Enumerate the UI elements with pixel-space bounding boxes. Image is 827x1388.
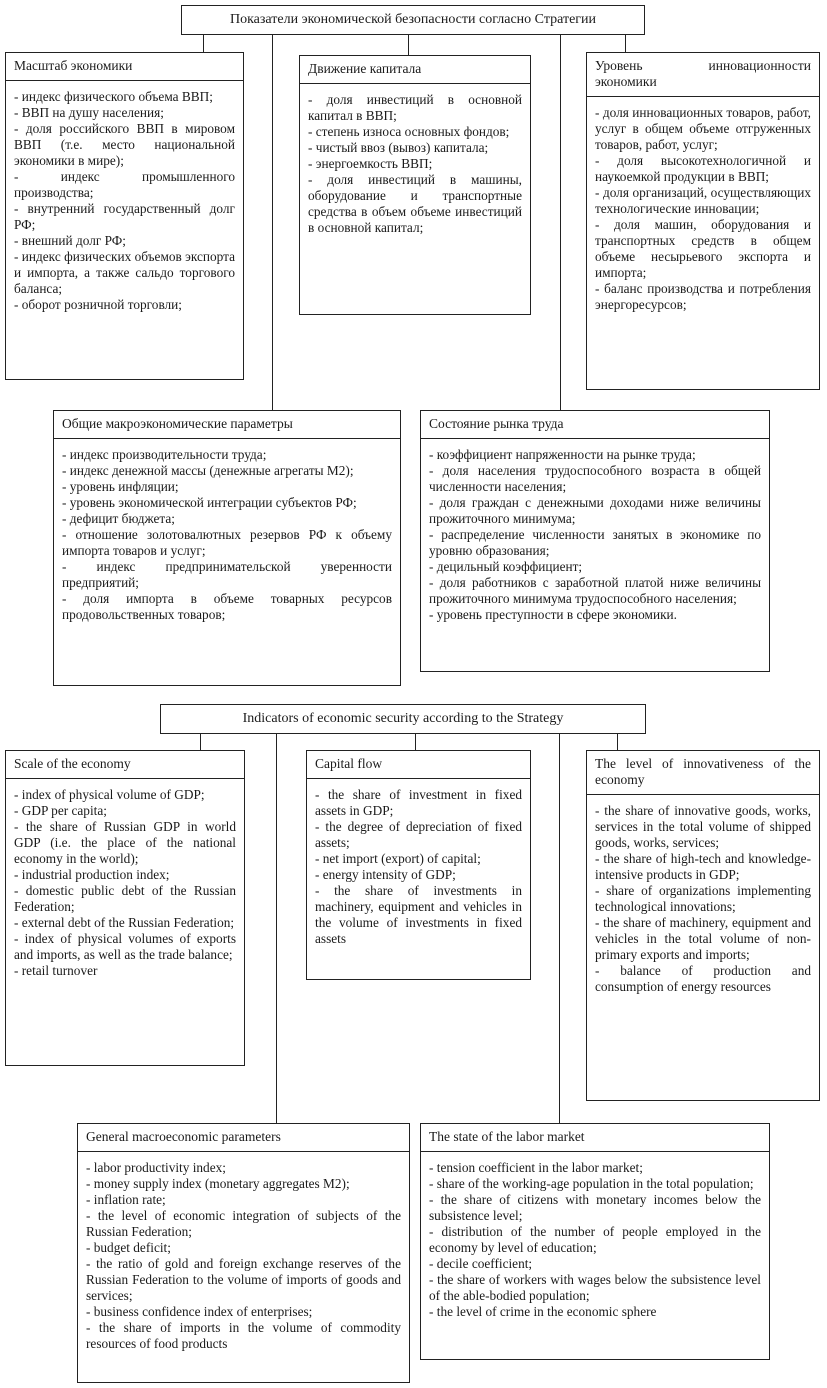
box-header: Движение капитала — [300, 56, 530, 84]
indicator-list — [307, 779, 530, 951]
indicator-item: - the level of crime in the economic sphere — [429, 1304, 657, 1319]
indicator-item: - labor productivity index; — [86, 1160, 226, 1175]
indicator-item: - доля инвестиций в машины, оборудование и транспортные средства в объем объеме инвестиций в основной капитал; — [308, 172, 522, 235]
indicator-item: - domestic public debt of the Russian Federation; — [14, 883, 236, 914]
box-header: Масштаб экономики — [6, 53, 243, 81]
indicator-list — [54, 439, 400, 627]
indicator-item: - index of physical volumes of exports and imports, as well as the trade balance; — [14, 931, 236, 962]
indicator-item: - индекс производительности труда; — [62, 447, 267, 462]
indicator-item: - the share of Russian GDP in world GDP (i.e. the place of the national economy in the world); — [14, 819, 236, 866]
indicator-item: - уровень инфляции; — [62, 479, 179, 494]
indicator-item: - balance of production and consumption of energy resources — [595, 963, 811, 994]
indicator-item: - the degree of depreciation of fixed assets; — [315, 819, 522, 850]
connector — [560, 34, 561, 411]
indicator-list — [587, 97, 819, 317]
ru-box-scale — [5, 52, 244, 380]
indicator-item: - distribution of the number of people employed in the economy by level of education; — [429, 1224, 761, 1255]
en-diagram-title: Indicators of economic security according to the Strategy — [160, 704, 646, 734]
box-header: Уровень инновационности экономики — [587, 53, 819, 97]
indicator-item: - доля высокотехнологичной и наукоемкой продукции в ВВП; — [595, 153, 811, 184]
indicator-item: - доля российского ВВП в мировом ВВП (т.е. место национальной экономики в мире); — [14, 121, 235, 168]
indicator-list — [421, 1152, 769, 1324]
indicator-item: - the share of machinery, equipment and vehicles in the total volume of non-primary exports and imports; — [595, 915, 811, 962]
indicator-item: - внешний долг РФ; — [14, 233, 126, 248]
indicator-item: - индекс предпринимательской уверенности предприятий; — [62, 559, 392, 590]
indicator-item: - the share of citizens with monetary incomes below the subsistence level; — [429, 1192, 761, 1223]
indicator-item: - доля населения трудоспособного возраста в общей численности населения; — [429, 463, 761, 494]
ru-box-capital — [299, 55, 531, 315]
en-box-labor — [420, 1123, 770, 1360]
indicator-item: - budget deficit; — [86, 1240, 171, 1255]
indicator-item: - external debt of the Russian Federation; — [14, 915, 235, 930]
indicator-item: - tension coefficient in the labor market; — [429, 1160, 643, 1175]
connector — [617, 733, 618, 751]
indicator-item: - энергоемкость ВВП; — [308, 156, 433, 171]
indicator-item: - retail turnover — [14, 963, 98, 978]
indicator-list — [421, 439, 769, 627]
indicator-item: - отношение золотовалютных резервов РФ к объему импорта товаров и услуг; — [62, 527, 392, 558]
indicator-item: - the share of investment in fixed assets in GDP; — [315, 787, 522, 818]
indicator-list — [587, 795, 819, 999]
indicator-item: - индекс физических объемов экспорта и импорта, а также сальдо торгового баланса; — [14, 249, 235, 296]
indicator-list — [6, 81, 243, 317]
indicator-item: - net import (export) of capital; — [315, 851, 481, 866]
indicator-item: - внутренний государственный долг РФ; — [14, 201, 235, 232]
indicator-item: - доля организаций, осуществляющих технологические инновации; — [595, 185, 811, 216]
ru-box-macro — [53, 410, 401, 686]
indicator-item: - индекс физического объема ВВП; — [14, 89, 213, 104]
indicator-item: - доля инвестиций в основной капитал в ВВП; — [308, 92, 522, 123]
en-box-scale — [5, 750, 245, 1066]
indicator-item: - the ratio of gold and foreign exchange reserves of the Russian Federation to the volume of imports of goods and services; — [86, 1256, 401, 1303]
connector — [408, 34, 409, 56]
indicator-list — [6, 779, 244, 983]
box-header: Общие макроэкономические параметры — [54, 411, 400, 439]
indicator-item: - индекс промышленного производства; — [14, 169, 235, 200]
ru-diagram-title: Показатели экономической безопасности согласно Стратегии — [181, 5, 645, 35]
indicator-item: - баланс производства и потребления энергоресурсов; — [595, 281, 811, 312]
box-header: Capital flow — [307, 751, 530, 779]
box-header: General macroeconomic parameters — [78, 1124, 409, 1152]
connector — [559, 733, 560, 1124]
box-header: Состояние рынка труда — [421, 411, 769, 439]
indicator-item: - доля работников с заработной платой ниже величины прожиточного минимума трудоспособного населения; — [429, 575, 761, 606]
en-box-innovation — [586, 750, 820, 1101]
connector — [200, 733, 201, 751]
indicator-item: - оборот розничной торговли; — [14, 297, 182, 312]
ru-box-labor — [420, 410, 770, 672]
connector — [415, 733, 416, 751]
indicator-list — [300, 84, 530, 240]
indicator-item: - уровень экономической интеграции субъектов РФ; — [62, 495, 357, 510]
ru-box-innovation — [586, 52, 820, 390]
box-header: The level of innovativeness of the economy — [587, 751, 819, 795]
indicator-item: - share of the working-age population in the total population; — [429, 1176, 754, 1191]
indicator-item: - industrial production index; — [14, 867, 170, 882]
indicator-item: - inflation rate; — [86, 1192, 166, 1207]
indicator-item: - the share of innovative goods, works, services in the total volume of shipped goods, works, services; — [595, 803, 811, 850]
indicator-item: - decile coefficient; — [429, 1256, 533, 1271]
connector — [203, 34, 204, 53]
en-box-macro — [77, 1123, 410, 1383]
indicator-item: - децильный коэффициент; — [429, 559, 583, 574]
indicator-item: - GDP per capita; — [14, 803, 107, 818]
indicator-item: - the level of economic integration of subjects of the Russian Federation; — [86, 1208, 401, 1239]
indicator-item: - доля машин, оборудования и транспортных средств в общем объеме несырьевого экспорта и импорта; — [595, 217, 811, 280]
indicator-item: - ВВП на душу населения; — [14, 105, 164, 120]
indicator-item: - уровень преступности в сфере экономики. — [429, 607, 677, 622]
indicator-item: - the share of investments in machinery, equipment and vehicles in the volume of investments in fixed assets — [315, 883, 522, 946]
indicator-item: - доля граждан с денежными доходами ниже величины прожиточного минимума; — [429, 495, 761, 526]
indicator-item: - дефицит бюджета; — [62, 511, 175, 526]
indicator-item: - чистый ввоз (вывоз) капитала; — [308, 140, 489, 155]
indicator-item: - business confidence index of enterprises; — [86, 1304, 313, 1319]
indicator-item: - the share of workers with wages below the subsistence level of the able-bodied population; — [429, 1272, 761, 1303]
connector — [276, 733, 277, 1124]
en-box-capital — [306, 750, 531, 980]
connector — [625, 34, 626, 53]
indicator-item: - the share of high-tech and knowledge-intensive products in GDP; — [595, 851, 811, 882]
indicator-item: - the share of imports in the volume of commodity resources of food products — [86, 1320, 401, 1351]
box-header: Scale of the economy — [6, 751, 244, 779]
indicator-item: - money supply index (monetary aggregates M2); — [86, 1176, 350, 1191]
indicator-item: - share of organizations implementing technological innovations; — [595, 883, 811, 914]
box-header: The state of the labor market — [421, 1124, 769, 1152]
indicator-list — [78, 1152, 409, 1356]
indicator-item: - energy intensity of GDP; — [315, 867, 456, 882]
indicator-item: - доля импорта в объеме товарных ресурсов продовольственных товаров; — [62, 591, 392, 622]
connector — [272, 34, 273, 411]
indicator-item: - коэффициент напряженности на рынке труда; — [429, 447, 696, 462]
indicator-item: - индекс денежной массы (денежные агрегаты М2); — [62, 463, 354, 478]
indicator-item: - распределение численности занятых в экономике по уровню образования; — [429, 527, 761, 558]
indicator-item: - доля инновационных товаров, работ, услуг в общем объеме отгруженных товаров, работ, услуг; — [595, 105, 811, 152]
indicator-item: - index of physical volume of GDP; — [14, 787, 205, 802]
indicator-item: - степень износа основных фондов; — [308, 124, 510, 139]
